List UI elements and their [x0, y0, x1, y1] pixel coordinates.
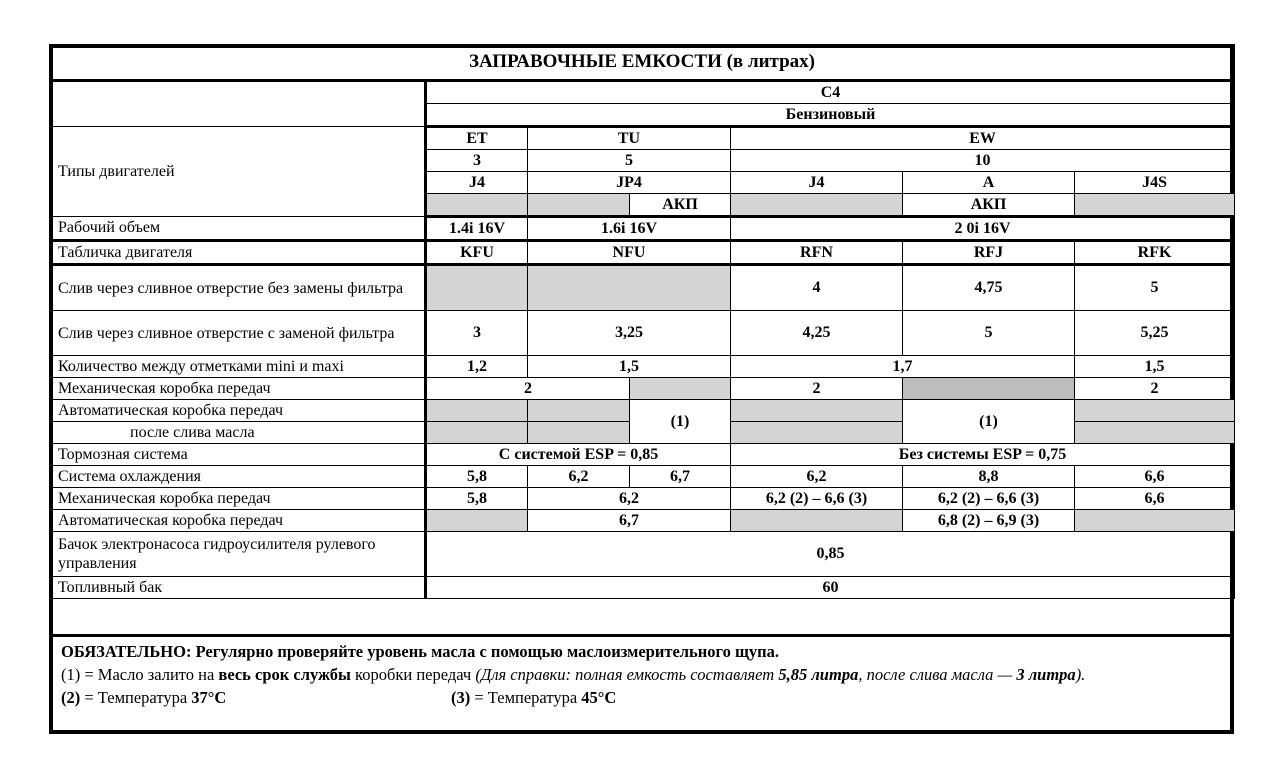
code-a: A	[903, 172, 1075, 194]
note-3-key: (3)	[451, 688, 471, 707]
mech-gearbox-value: 2	[1075, 378, 1235, 400]
mech-gearbox2-value: 6,6	[1075, 488, 1235, 510]
fuel-tank-label: Топливный бак	[50, 577, 426, 599]
notes-section	[53, 634, 1230, 730]
auto-gearbox-sublabel: после слива масла	[50, 422, 426, 444]
shaded-cell	[731, 400, 903, 422]
auto-gearbox2-value: 6,7	[528, 510, 731, 532]
note-1-mid: коробки передач	[350, 665, 476, 684]
note-1-prefix: (1) = Масло залито на	[61, 665, 219, 684]
drain-filter-value: 4,25	[731, 311, 903, 356]
note-2-key: (2)	[61, 688, 81, 707]
cooling-value: 5,8	[426, 466, 528, 488]
blank-corner	[50, 81, 426, 127]
cooling-label: Система охлаждения	[50, 466, 426, 488]
minmax-label: Количество между отметками mini и maxi	[50, 356, 426, 378]
shaded-cell	[528, 265, 731, 311]
table-title: ЗАПРАВОЧНЫЕ ЕМКОСТИ (в литрах)	[50, 45, 1235, 81]
note-1-drain: 3 литра	[1016, 665, 1076, 684]
number-ew: 10	[731, 150, 1235, 172]
number-et: 3	[426, 150, 528, 172]
engine-types-label: Типы двигателей	[50, 127, 426, 217]
shaded-cell	[903, 378, 1075, 400]
family-ew: EW	[731, 127, 1235, 150]
shaded-cell	[528, 194, 630, 217]
code-jp4: JP4	[528, 172, 731, 194]
shaded-cell	[426, 194, 528, 217]
note-1-total: 5,85 литра	[778, 665, 859, 684]
brake-value: С системой ESP = 0,85	[426, 444, 731, 466]
shaded-cell	[426, 422, 528, 444]
shaded-cell	[1075, 510, 1235, 532]
cooling-value: 6,6	[1075, 466, 1235, 488]
shaded-cell	[528, 422, 630, 444]
shaded-cell	[426, 400, 528, 422]
power-steering-value: 0,85	[426, 532, 1235, 577]
code-j4s: J4S	[1075, 172, 1235, 194]
power-steering-label: Бачок электронасоса гидроусилителя рулевого управления	[50, 532, 426, 577]
plate-value: RFN	[731, 241, 903, 265]
model-cell: C4	[426, 81, 1235, 104]
shaded-cell	[426, 265, 528, 311]
note-2-value: 37°C	[191, 688, 227, 707]
brake-label: Тормозная система	[50, 444, 426, 466]
auto-gearbox-value: (1)	[630, 400, 731, 444]
mech-gearbox2-value: 5,8	[426, 488, 528, 510]
mandatory-note	[61, 640, 1222, 663]
plate-value: KFU	[426, 241, 528, 265]
note-1-after: , после слива масла —	[858, 665, 1017, 684]
mech-gearbox-value: 2	[731, 378, 903, 400]
minmax-value: 1,2	[426, 356, 528, 378]
minmax-value: 1,7	[731, 356, 1075, 378]
note-2-text: = Температура	[80, 688, 192, 707]
drain-filter-value: 5	[903, 311, 1075, 356]
mech-gearbox2-value: 6,2	[528, 488, 731, 510]
auto-gearbox-value: (1)	[903, 400, 1075, 444]
note-1-bold: весь срок службы	[218, 665, 351, 684]
cooling-value: 6,2	[731, 466, 903, 488]
shaded-cell	[731, 422, 903, 444]
family-tu: TU	[528, 127, 731, 150]
minmax-value: 1,5	[1075, 356, 1235, 378]
drain-filter-value: 3	[426, 311, 528, 356]
note-1-italic: (Для справки: полная емкость составляет	[475, 665, 779, 684]
shaded-cell	[528, 400, 630, 422]
drain-filter-label: Слив через сливное отверстие с заменой фильтра	[50, 311, 426, 356]
mech-gearbox-label: Механическая коробка передач	[50, 378, 426, 400]
plate-value: RFK	[1075, 241, 1235, 265]
cooling-value: 6,7	[630, 466, 731, 488]
notes-temperature	[61, 686, 1222, 709]
mech-gearbox2-value: 6,2 (2) – 6,6 (3)	[731, 488, 903, 510]
shaded-cell	[1075, 194, 1235, 217]
note-1	[61, 663, 1222, 686]
drain-no-filter-label: Слив через сливное отверстие без замены фильтра	[50, 265, 426, 311]
note-3-text: = Температура	[470, 688, 582, 707]
akp-ew: АКП	[903, 194, 1075, 217]
auto-gearbox2-label: Автоматическая коробка передач	[50, 510, 426, 532]
drain-filter-value: 5,25	[1075, 311, 1235, 356]
shaded-cell	[1075, 422, 1235, 444]
cooling-value: 8,8	[903, 466, 1075, 488]
shaded-cell	[1075, 400, 1235, 422]
shaded-cell	[426, 510, 528, 532]
capacities-table	[49, 44, 1235, 599]
note-3-value: 45°C	[581, 688, 617, 707]
drain-no-filter-value: 5	[1075, 265, 1235, 311]
auto-gearbox2-value: 6,8 (2) – 6,9 (3)	[903, 510, 1075, 532]
fuel-cell: Бензиновый	[426, 104, 1235, 127]
plate-value: NFU	[528, 241, 731, 265]
plate-label: Табличка двигателя	[50, 241, 426, 265]
code-j4-ew: J4	[731, 172, 903, 194]
displacement-label: Рабочий объем	[50, 217, 426, 241]
mandatory-keyword: ОБЯЗАТЕЛЬНО	[61, 642, 186, 661]
note-1-end: ).	[1075, 665, 1086, 684]
family-et: ET	[426, 127, 528, 150]
minmax-value: 1,5	[528, 356, 731, 378]
akp-tu: АКП	[630, 194, 731, 217]
drain-no-filter-value: 4,75	[903, 265, 1075, 311]
mech-gearbox2-value: 6,2 (2) – 6,6 (3)	[903, 488, 1075, 510]
auto-gearbox-label: Автоматическая коробка передач	[50, 400, 426, 422]
displacement-value: 1.4i 16V	[426, 217, 528, 241]
shaded-cell	[630, 378, 731, 400]
number-tu: 5	[528, 150, 731, 172]
plate-value: RFJ	[903, 241, 1075, 265]
mech-gearbox2-label: Механическая коробка передач	[50, 488, 426, 510]
mech-gearbox-value: 2	[426, 378, 630, 400]
cooling-value: 6,2	[528, 466, 630, 488]
displacement-value: 1.6i 16V	[528, 217, 731, 241]
displacement-value: 2 0i 16V	[731, 217, 1235, 241]
drain-no-filter-value: 4	[731, 265, 903, 311]
fuel-tank-value: 60	[426, 577, 1235, 599]
shaded-cell	[731, 194, 903, 217]
mandatory-text: : Регулярно проверяйте уровень масла с помощью маслоизмерительного щупа.	[185, 642, 780, 661]
shaded-cell	[731, 510, 903, 532]
brake-value: Без системы ESP = 0,75	[731, 444, 1235, 466]
code-j4: J4	[426, 172, 528, 194]
drain-filter-value: 3,25	[528, 311, 731, 356]
